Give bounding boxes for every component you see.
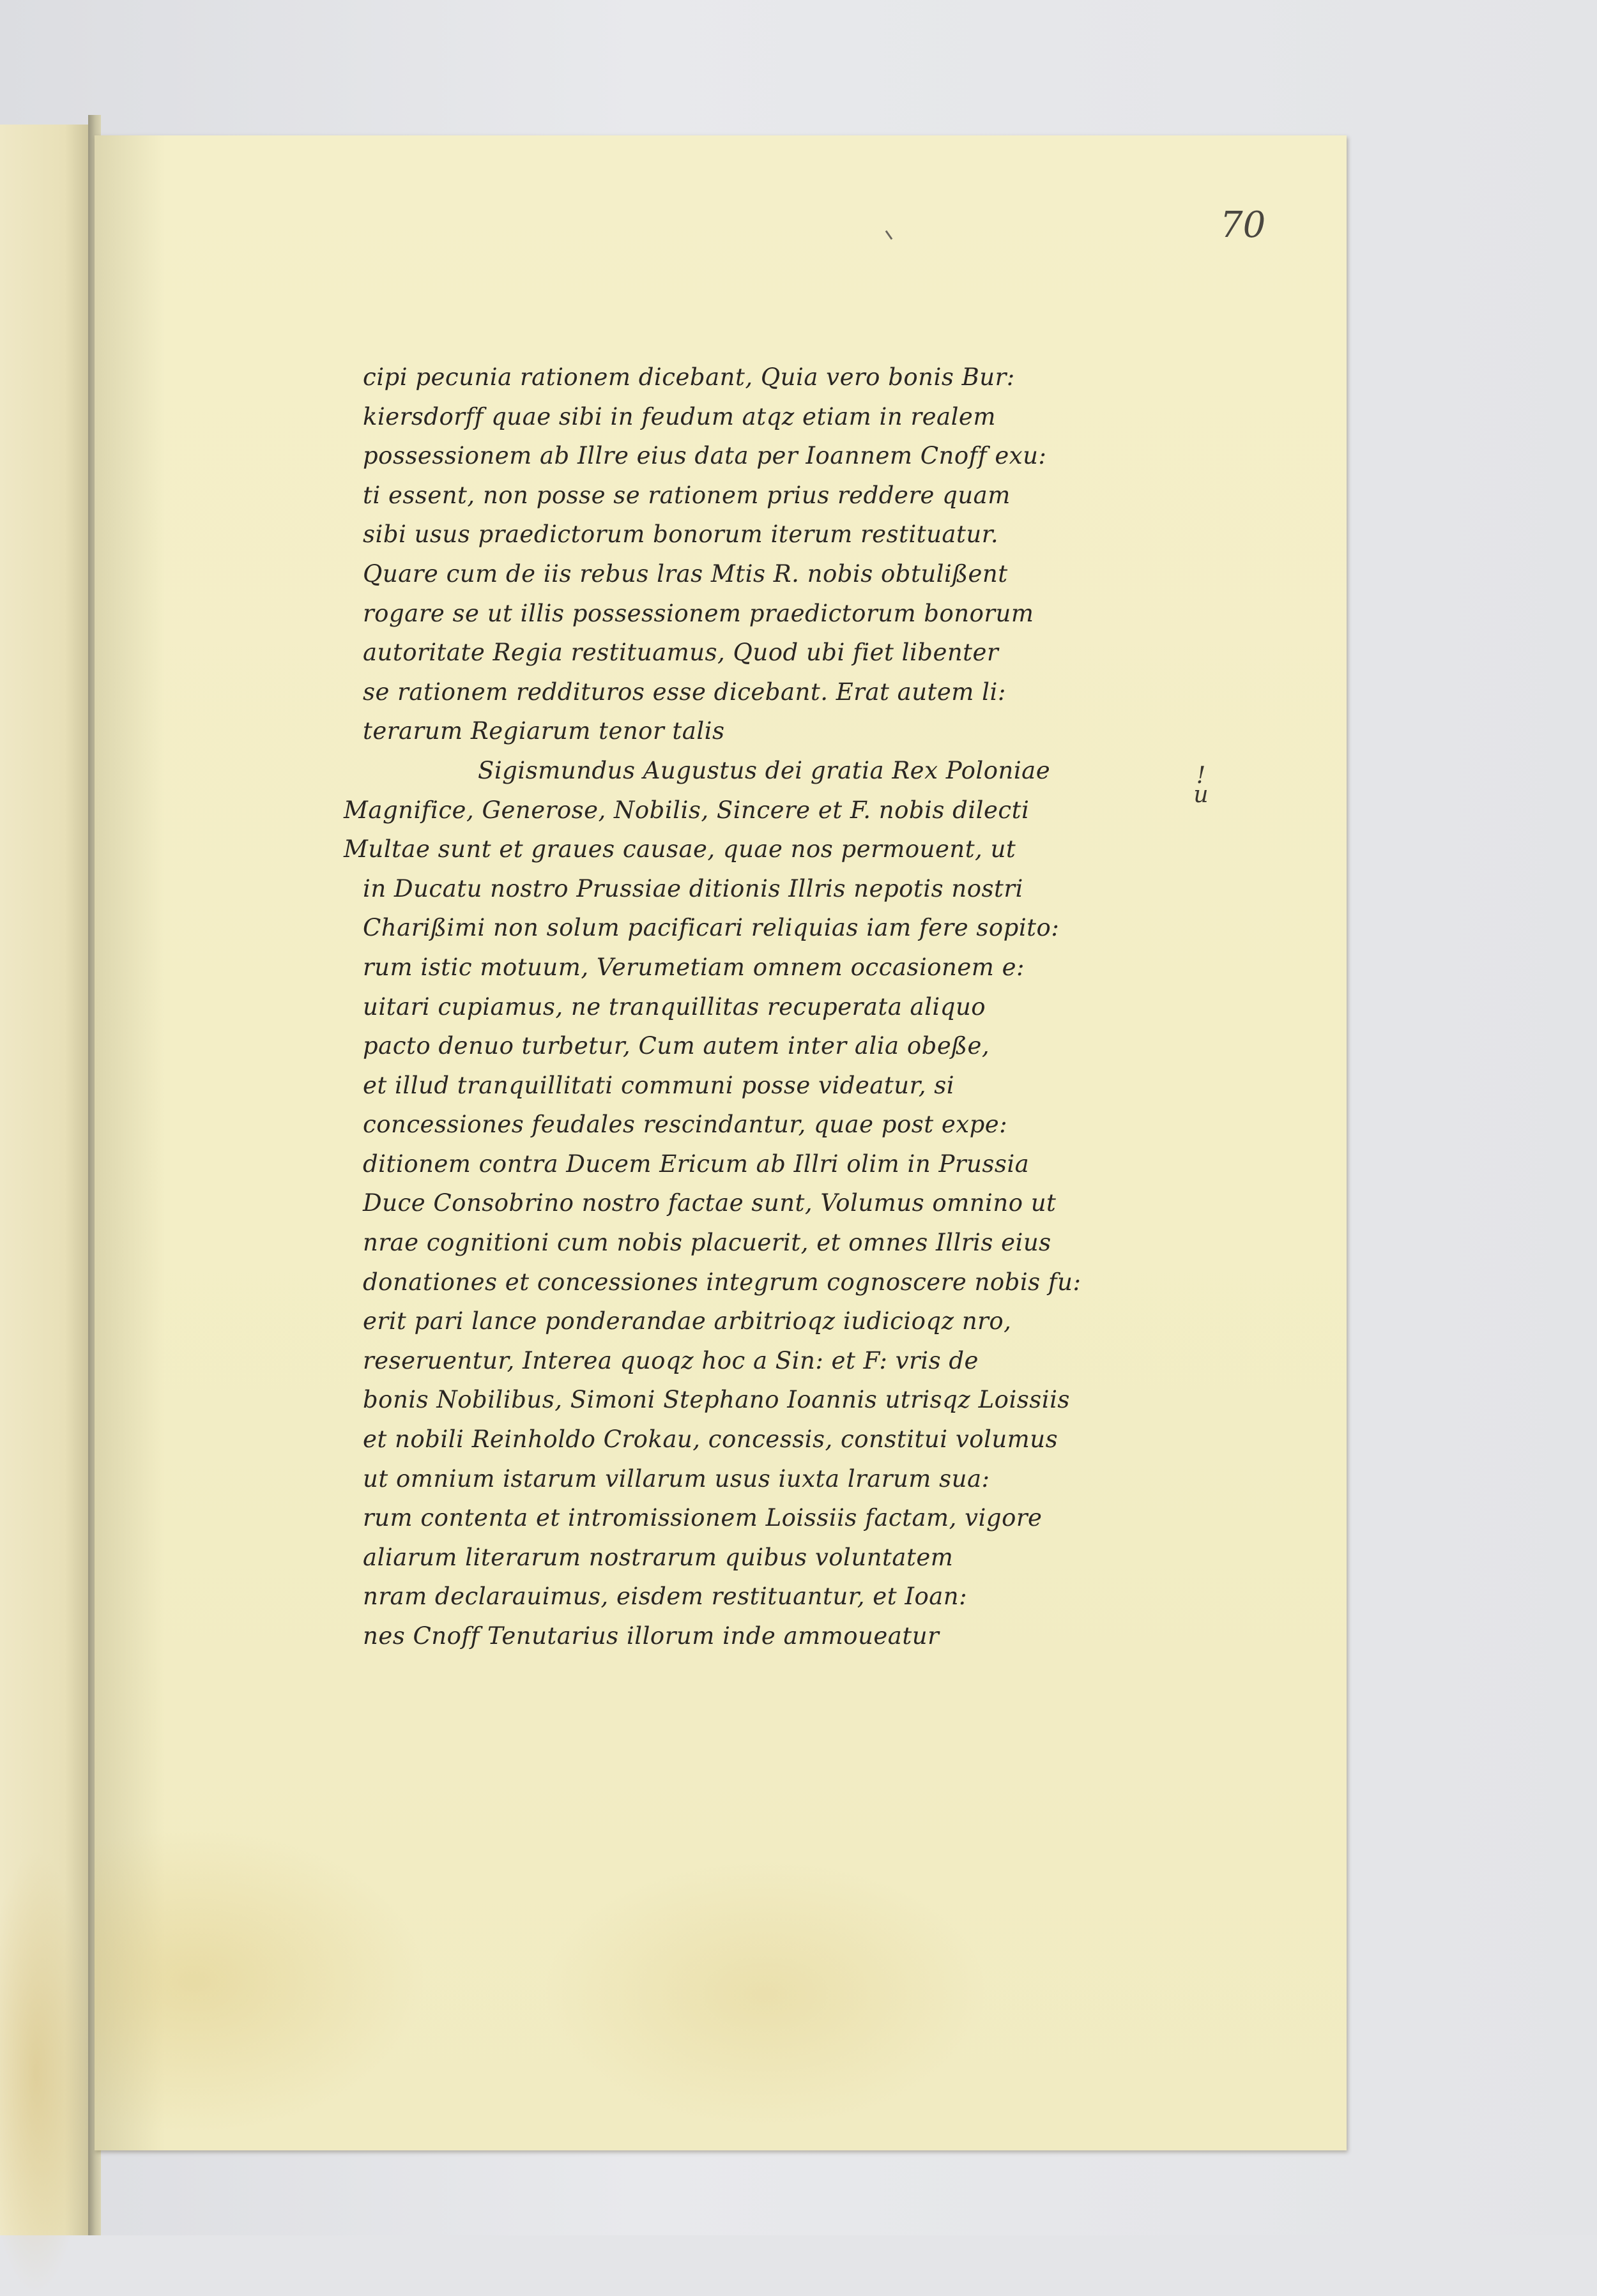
text-line: ut omnium istarum villarum usus iuxta lrarum sua: (363, 1464, 990, 1493)
text-line: rum contenta et intromissionem Loissiis factam, vigore (363, 1504, 1043, 1532)
text-line: Duce Consobrino nostro factae sunt, Volumus omnino ut (363, 1189, 1057, 1217)
text-line: terarum Regiarum tenor talis (363, 717, 725, 745)
text-line: reseruentur, Interea quoqz hoc a Sin: et F: vris de (363, 1346, 979, 1374)
text-line: Charißimi non solum pacificari reliquias iam fere sopito: (363, 914, 1060, 942)
text-line: pacto denuo turbetur, Cum autem inter alia obeße, (363, 1032, 990, 1060)
text-line: ditionem contra Ducem Ericum ab Illri olim in Prussia (363, 1150, 1030, 1178)
text-line: Quare cum de iis rebus lras Mtis R. nobis obtulißent (363, 559, 1008, 588)
text-line: autoritate Regia restituamus, Quod ubi fiet libenter (363, 639, 999, 667)
text-line: donationes et concessiones integrum cognoscere nobis fu: (363, 1268, 1081, 1296)
text-line: se rationem reddituros esse dicebant. Erat autem li: (363, 678, 1006, 706)
text-line: nram declarauimus, eisdem restituantur, et Ioan: (363, 1583, 968, 1611)
text-line: possessionem ab Illre eius data per Ioannem Cnoff exu: (363, 442, 1047, 470)
text-line: ti essent, non posse se rationem prius reddere quam (363, 481, 1011, 509)
text-line: nes Cnoff Tenutarius illorum inde ammoueatur (363, 1622, 940, 1650)
text-line: bonis Nobilibus, Simoni Stephano Ioannis utrisqz Loissiis (363, 1386, 1070, 1414)
text-line: Multae sunt et graues causae, quae nos permouent, ut (344, 835, 1016, 863)
margin-note: ! u (1193, 763, 1209, 808)
page-stain (95, 1828, 427, 2134)
text-line: nrae cognitioni cum nobis placuerit, et omnes Illris eius (363, 1229, 1051, 1257)
text-line: kiersdorff quae sibi in feudum atqz etiam in realem (363, 402, 996, 430)
text-line: Magnifice, Generose, Nobilis, Sincere et F. nobis dilecti (344, 796, 1030, 824)
folio-number: 70 (1220, 204, 1266, 246)
text-line: cipi pecunia rationem dicebant, Quia vero bonis Bur: (363, 363, 1015, 391)
text-line: in Ducatu nostro Prussiae ditionis Illris nepotis nostri (363, 874, 1023, 902)
text-line: aliarum literarum nostrarum quibus voluntatem (363, 1543, 954, 1571)
text-line: rum istic motuum, Verumetiam omnem occasionem e: (363, 953, 1025, 981)
text-line: erit pari lance ponderandae arbitrioqz iudicioqz nro, (363, 1307, 1012, 1335)
text-line: et illud tranquillitati communi posse videatur, si (363, 1071, 955, 1099)
left-page-edge (0, 125, 93, 2235)
left-page-stain (0, 1849, 89, 2296)
text-line: et nobili Reinholdo Crokau, concessis, constitui volumus (363, 1425, 1058, 1454)
page-stain (542, 1860, 989, 2128)
text-line: Sigismundus Augustus dei gratia Rex Poloniae (478, 756, 1051, 784)
text-line: rogare se ut illis possessionem praedictorum bonorum (363, 599, 1034, 627)
text-line: sibi usus praedictorum bonorum iterum restituatur. (363, 521, 999, 549)
text-line: uitari cupiamus, ne tranquillitas recuperata aliquo (363, 992, 986, 1021)
text-line: concessiones feudales rescindantur, quae post expe: (363, 1111, 1008, 1139)
manuscript-text (344, 358, 1193, 1656)
